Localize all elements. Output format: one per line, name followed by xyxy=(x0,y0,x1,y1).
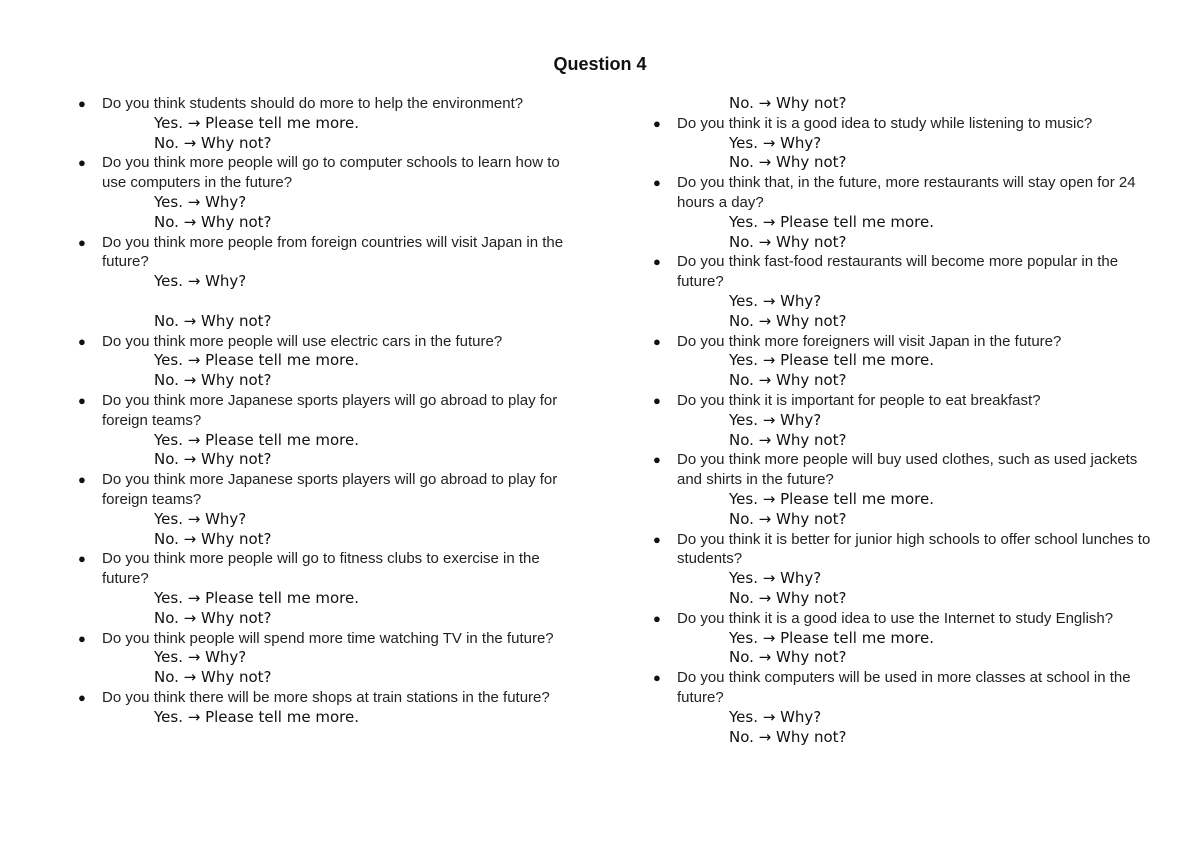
answer-no: No. → Why not? xyxy=(154,133,272,152)
question-text: Do you think there will be more shops at train stations in the future? xyxy=(102,688,550,706)
question-text: Do you think students should do more to help the environment? xyxy=(102,95,524,112)
left-column xyxy=(78,94,578,728)
question-text: Do you think more Japanese sports players will go abroad to play for foreign teams? xyxy=(102,391,558,429)
answer-no: No. → Why not? xyxy=(729,430,847,449)
answer-yes: Yes. → Please tell me more. xyxy=(154,351,359,370)
question-item xyxy=(653,252,1153,331)
answer-yes: Yes. → Why? xyxy=(729,133,822,152)
question-item xyxy=(653,114,1153,173)
bullet-icon: ● xyxy=(78,551,86,567)
page-title: Question 4 xyxy=(553,54,647,74)
answer-yes: Yes. → Why? xyxy=(729,569,822,588)
bullet-icon: ● xyxy=(78,155,86,171)
answer-yes: Yes. → Please tell me more. xyxy=(729,489,934,508)
question-item xyxy=(653,530,1153,609)
answer-yes: Yes. → Please tell me more. xyxy=(154,113,359,132)
question-item xyxy=(78,94,578,153)
bullet-icon: ● xyxy=(653,531,661,547)
bullet-icon: ● xyxy=(78,234,86,250)
question-text: Do you think more Japanese sports players will go abroad to play for foreign teams? xyxy=(102,471,558,508)
question-item xyxy=(653,609,1153,668)
question-item xyxy=(653,450,1153,529)
answer-yes: Yes. → Why? xyxy=(154,272,247,291)
answer-no: No. → Why not? xyxy=(729,648,847,667)
question-item xyxy=(78,153,578,232)
question-text: Do you think more people will go to fitness clubs to exercise in the future? xyxy=(102,550,540,588)
answer-yes: Yes. → Please tell me more. xyxy=(729,628,934,647)
bullet-icon: ● xyxy=(78,630,86,646)
blank-line xyxy=(78,292,578,312)
question-text: Do you think fast-food restaurants will become more popular in the future? xyxy=(677,253,1119,291)
answer-no: No. → Why not? xyxy=(729,727,847,746)
question-text: Do you think more people will use electric cars in the future? xyxy=(102,332,503,350)
answer-no: No. → Why not? xyxy=(729,371,847,390)
question-text: Do you think more foreigners will visit Japan in the future? xyxy=(677,332,1062,350)
question-text: Do you think people will spend more time watching TV in the future? xyxy=(102,629,554,647)
answer-no: No. → Why not? xyxy=(154,212,272,231)
bullet-icon: ● xyxy=(78,392,86,408)
answer-no: No. → Why not? xyxy=(154,668,272,687)
answer-yes: Yes. → Please tell me more. xyxy=(154,707,359,726)
answer-no: No. → Why not? xyxy=(154,450,272,469)
bullet-icon: ● xyxy=(653,115,661,131)
bullet-icon: ● xyxy=(653,610,661,626)
question-text: Do you think more people will go to computer schools to learn how to use computers in the future? xyxy=(102,154,560,192)
question-item xyxy=(653,391,1153,450)
answer-yes: Yes. → Why? xyxy=(154,509,247,528)
question-item xyxy=(78,688,578,728)
answer-yes: Yes. → Why? xyxy=(729,291,822,310)
bullet-icon: ● xyxy=(78,472,86,488)
answer-no: No. → Why not? xyxy=(729,311,847,330)
question-item xyxy=(653,173,1153,252)
answer-no-continued: No. → Why not? xyxy=(729,94,847,112)
bullet-icon: ● xyxy=(653,392,661,408)
answer-no: No. → Why not? xyxy=(154,311,272,330)
bullet-icon: ● xyxy=(78,333,86,349)
answer-yes: Yes. → Please tell me more. xyxy=(729,212,934,231)
question-text: Do you think more people will buy used clothes, such as used jackets and shirts in the future? xyxy=(677,451,1138,489)
question-item xyxy=(653,332,1153,391)
question-text: Do you think that, in the future, more restaurants will stay open for 24 hours a day? xyxy=(677,174,1136,211)
answer-yes: Yes. → Why? xyxy=(729,410,822,429)
answer-no: No. → Why not? xyxy=(154,371,272,390)
answer-no: No. → Why not? xyxy=(729,232,847,251)
question-text: Do you think it is a good idea to use the Internet to study English? xyxy=(677,609,1114,627)
question-item xyxy=(78,549,578,628)
right-column xyxy=(653,94,1153,747)
bullet-icon: ● xyxy=(653,333,661,349)
question-text: Do you think it is better for junior high schools to offer school lunches to students? xyxy=(677,530,1151,568)
question-item xyxy=(78,629,578,688)
question-text: Do you think it is a good idea to study while listening to music? xyxy=(677,114,1093,132)
bullet-icon: ● xyxy=(653,670,661,686)
answer-no: No. → Why not? xyxy=(154,529,272,548)
question-text: Do you think more people from foreign countries will visit Japan in the future? xyxy=(102,233,564,271)
question-item xyxy=(78,391,578,470)
answer-yes: Yes. → Please tell me more. xyxy=(154,430,359,449)
answer-yes: Yes. → Why? xyxy=(154,648,247,667)
question-item xyxy=(653,668,1153,747)
answer-yes: Yes. → Why? xyxy=(154,192,247,211)
question-text: Do you think computers will be used in more classes at school in the future? xyxy=(677,669,1131,706)
answer-no: No. → Why not? xyxy=(154,608,272,627)
bullet-icon: ● xyxy=(653,452,661,468)
bullet-icon: ● xyxy=(78,96,86,111)
bullet-icon: ● xyxy=(78,689,86,705)
question-item xyxy=(78,470,578,549)
bullet-icon: ● xyxy=(653,175,661,191)
answer-no: No. → Why not? xyxy=(729,588,847,607)
question-text: Do you think it is important for people to eat breakfast? xyxy=(677,391,1041,409)
answer-yes: Yes. → Why? xyxy=(729,707,822,726)
question-item xyxy=(78,233,578,332)
answer-yes: Yes. → Please tell me more. xyxy=(729,351,934,370)
answer-no: No. → Why not? xyxy=(729,153,847,172)
bullet-icon: ● xyxy=(653,254,661,270)
question-item xyxy=(78,332,578,391)
answer-yes: Yes. → Please tell me more. xyxy=(154,588,359,607)
answer-no: No. → Why not? xyxy=(729,509,847,528)
